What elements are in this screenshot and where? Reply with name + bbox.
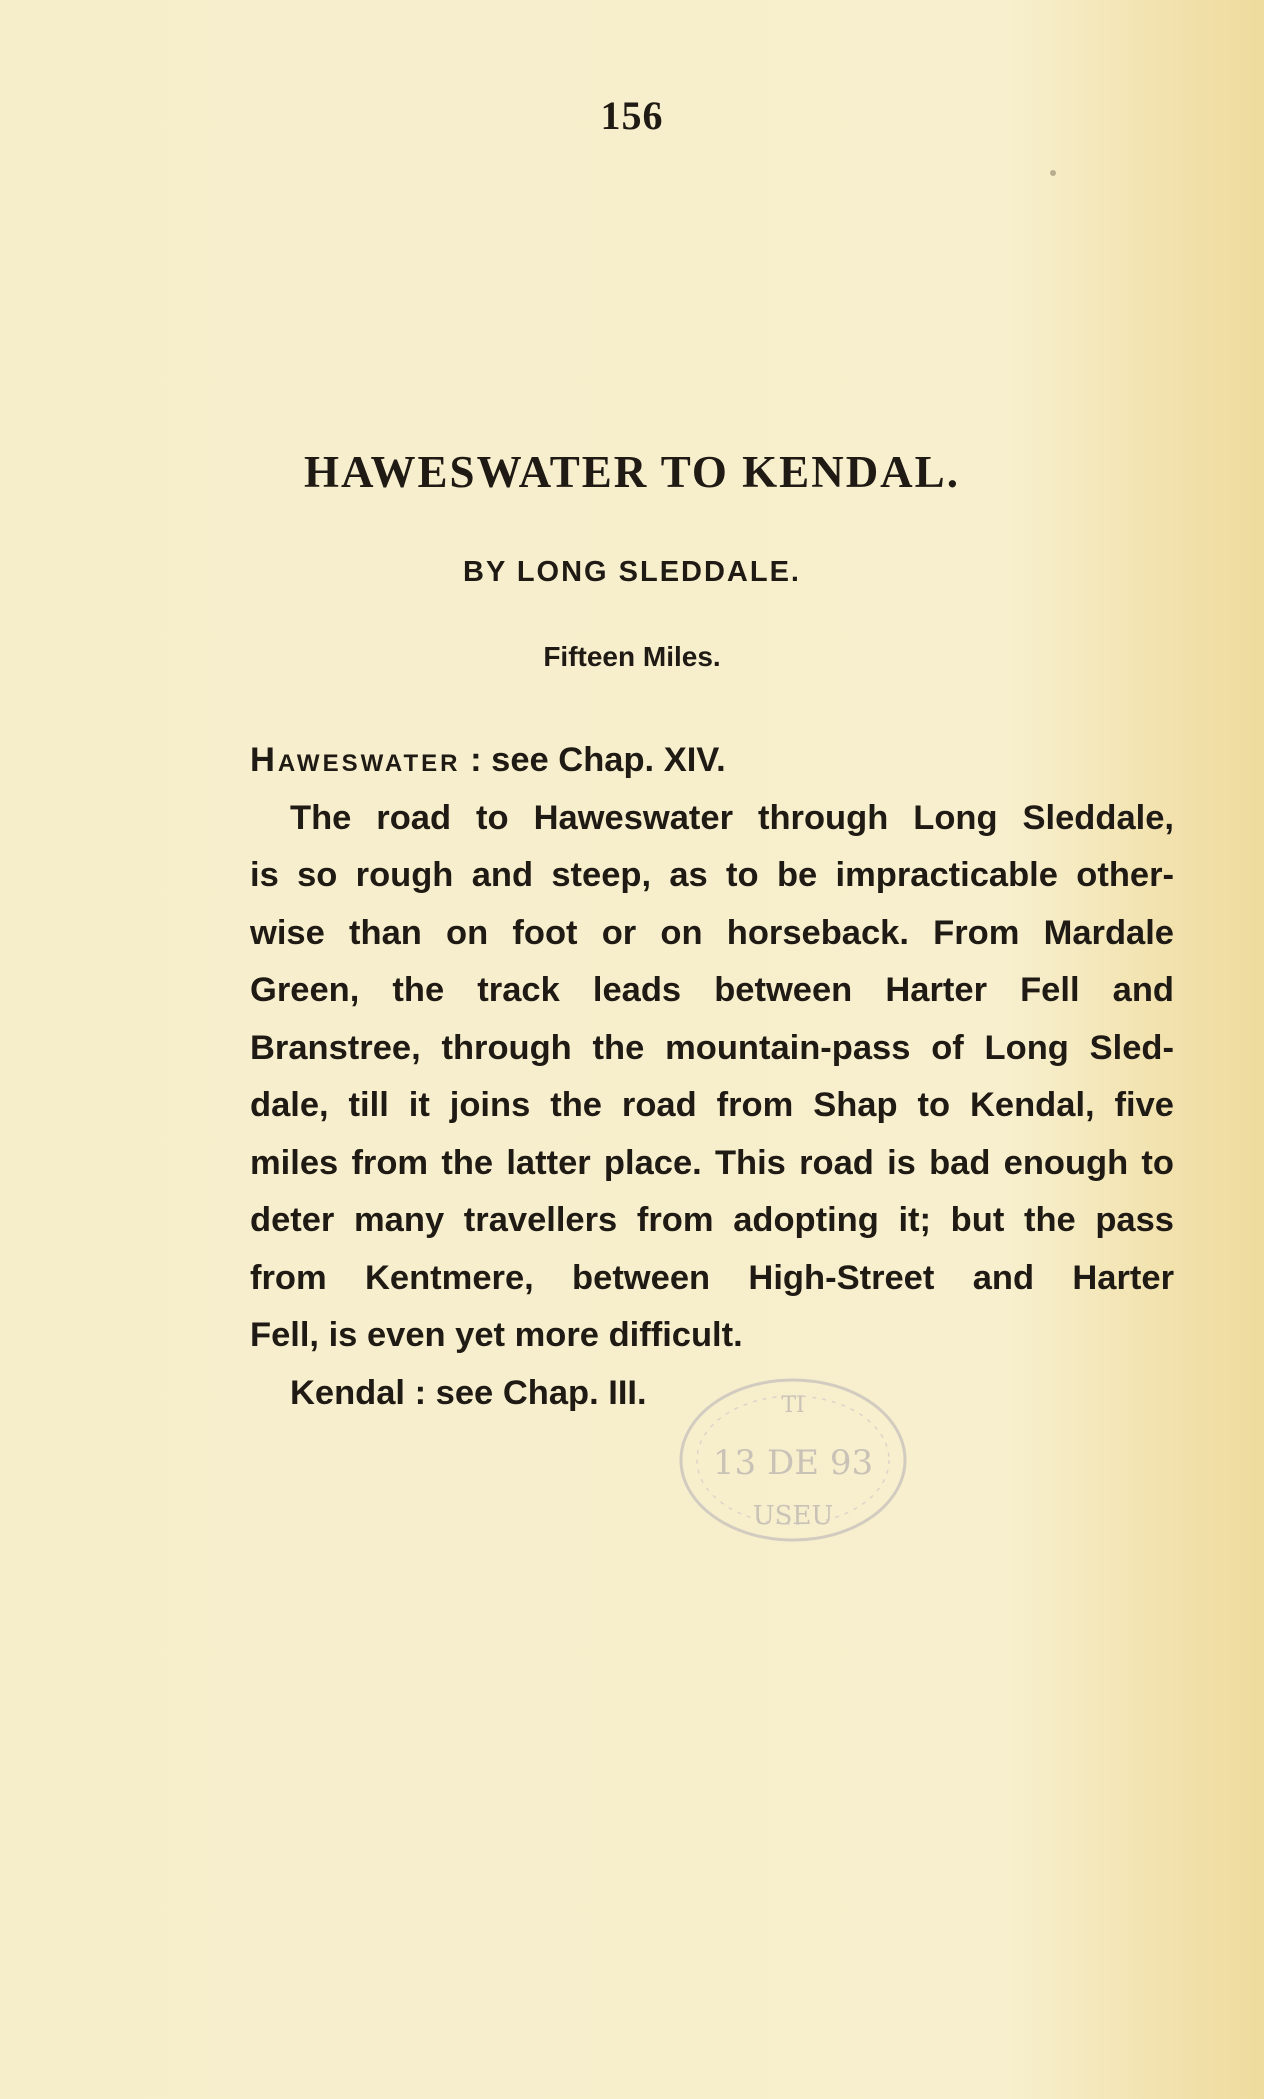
library-stamp-graphic [668, 1368, 918, 1553]
stamp-top-text: TI [781, 1393, 805, 1418]
text-line: dale, till it joins the road from Shap to Kendal, five [250, 1086, 1174, 1124]
stamp-bottom-text: USEU [752, 1501, 834, 1531]
chapter-title: HAWESWATER TO KENDAL. [304, 447, 960, 497]
text-line: wise than on foot or on horseback. From Mardale [250, 913, 1174, 952]
stamp-date: 13 DE 93 [712, 1443, 874, 1483]
text-line-last: Kendal : see Chap. III. [290, 1373, 647, 1412]
library-stamp [668, 1368, 918, 1553]
route-subtitle: BY LONG SLEDDALE. [463, 556, 801, 588]
route-distance: Fifteen Miles. [543, 641, 721, 672]
text-line: Branstree, through the mountain-pass of Long Sled- [250, 1028, 1174, 1067]
text-line: miles from the latter place. This road is bad enough to [250, 1143, 1174, 1182]
text-line: The road to Haweswater through Long Sleddale, [290, 798, 1174, 837]
place-heading-haweswater: Haweswater [250, 741, 461, 779]
text-line-heading [250, 732, 1174, 790]
text-line: Green, the track leads between Harter Fell and [250, 971, 1174, 1009]
text-line: Fell, is even yet more difficult. [250, 1316, 743, 1354]
text-line: is so rough and steep, as to be impracticable other- [250, 856, 1174, 894]
text-line: from Kentmere, between High-Street and Harter [250, 1258, 1174, 1297]
page-number: 156 [600, 93, 664, 138]
text-line: deter many travellers from adopting it; but the pass [250, 1201, 1174, 1239]
chapter-reference: : see Chap. XIV. [460, 741, 726, 779]
body-text [250, 732, 1174, 1422]
ink-speck [1050, 170, 1056, 176]
